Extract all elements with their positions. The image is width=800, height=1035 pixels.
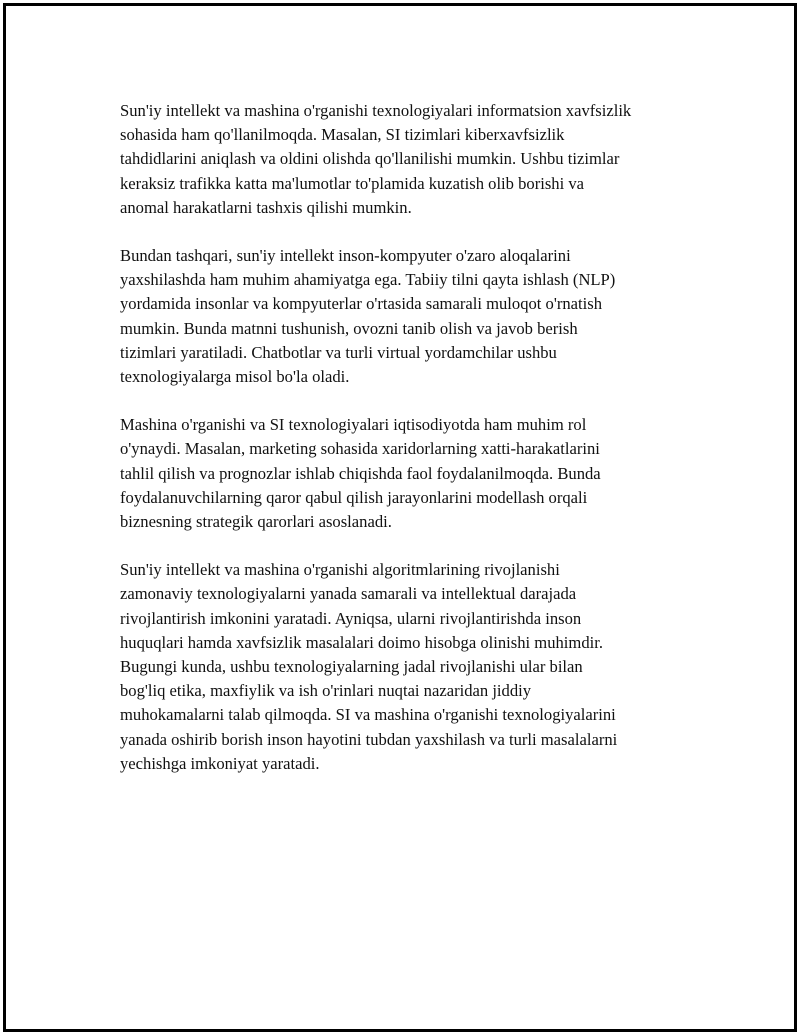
- paragraph-3: Mashina o'rganishi va SI texnologiyalari iqtisodiyotda ham muhim rol o'ynaydi. Masalan, marketing sohasida xaridorlarning xatti-harakatlarini tahlil qilish va prognozlar ishlab chiqishda faol foydalanilmoqda. Bunda foydalanuvchilarning qaror qabul qilish jarayonlarini modellash orqali biznesning strategik qarorlari asoslanadi.: [120, 415, 601, 532]
- paragraph-2: Bundan tashqari, sun'iy intellekt inson-kompyuter o'zaro aloqalarini yaxshilashda ham muhim ahamiyatga ega. Tabiiy tilni qayta ishlash (NLP) yordamida insonlar va kompyuterlar o'rtasida samarali muloqot o'rnatish mumkin. Bunda matnni tushunish, ovozni tanib olish va javob berish tizimlari yaratiladi. Chatbotlar va turli virtual yordamchilar ushbu texnologiyalarga misol bo'la oladi.: [120, 246, 616, 387]
- paragraph-4: Sun'iy intellekt va mashina o'rganishi algoritmlarining rivojlanishi zamonaviy texnologiyalarni yanada samarali va intellektual darajada rivojlantirish imkonini yaratadi. Ayniqsa, ularni rivojlantirishda inson huquqlari hamda xavfsizlik masalalari doimo hisobga olinishi muhimdir. Bugungi kunda, ushbu texnologiyalarning jadal rivojlanishi ular bilan bog'liq etika, maxfiylik va ish o'rinlari nuqtai nazaridan jiddiy muhokamalarni talab qilmoqda. SI va mashina o'rganishi texnologiyalarini yanada oshirib borish inson hayotini tubdan yaxshilash va turli masalalarni yechishga imkoniyat yaratadi.: [120, 560, 618, 773]
- document-body: [120, 99, 700, 800]
- document-page: [3, 3, 797, 1032]
- paragraph-1: Sun'iy intellekt va mashina o'rganishi texnologiyalari informatsion xavfsizlik sohasida ham qo'llanilmoqda. Masalan, SI tizimlari kiberxavfsizlik tahdidlarini aniqlash va oldini olishda qo'llanilishi mumkin. Ushbu tizimlar keraksiz trafikka katta ma'lumotlar to'plamida kuzatish olib borishi va anomal harakatlarni tashxis qilishi mumkin.: [120, 101, 632, 217]
